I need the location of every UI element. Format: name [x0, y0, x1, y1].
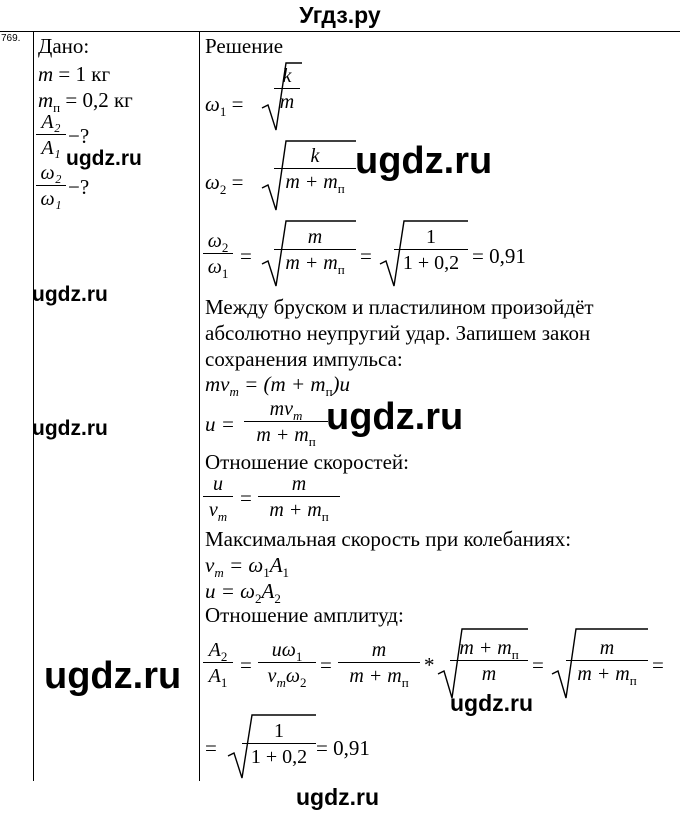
u-fraction: $mv_m$ $m + m_п$: [244, 399, 328, 445]
final-eq-lead: =: [205, 736, 217, 760]
text-collision-2: абсолютно неупругий удар. Запишем закон: [205, 321, 591, 345]
omega-ratio-eq2: =: [360, 244, 372, 268]
omega1-lhs: $\omega_1$ =: [205, 92, 244, 119]
velocity-ratio-eq: =: [240, 486, 252, 510]
amp-m-over-m-plus-mp: m $m + m_п$: [338, 640, 420, 686]
A2-over-A1: $\frac{A_2}{A_1}$: [203, 640, 233, 686]
watermark: ugdz.ru: [66, 147, 142, 170]
velocity-ratio-rhs: m $m + m_п$: [258, 474, 340, 520]
watermark: ugdz.ru: [450, 690, 534, 716]
u-lhs: u =: [205, 412, 235, 436]
given-ask-omega-fraction: $\frac{\text{ω₂}}{\text{ω₁}}$: [36, 163, 66, 209]
watermark: ugdz.ru: [32, 283, 108, 306]
m-over-m-plus-mp-2: m $m + m_п$: [566, 638, 648, 684]
omega-ratio-eq1: =: [240, 244, 252, 268]
omega-ratio-fraction: $\frac{\omega_2}{\omega_1}$: [203, 231, 233, 277]
table-column-divider: [199, 31, 200, 781]
vm-equation: $v_m = \omega_1A_1$: [205, 553, 290, 580]
one-over-one-point-two: $\frac{1}{1 + 0,2}$: [394, 227, 468, 273]
amp-eq4: =: [652, 653, 664, 677]
m-over-m-plus-mp: m $m + m_п$: [274, 227, 356, 273]
watermark: ugdz.ru: [355, 140, 493, 182]
text-max-velocity: Максимальная скорость при колебаниях:: [205, 527, 572, 551]
watermark: ugdz.ru: [296, 784, 380, 810]
final-result: = 0,91: [316, 736, 370, 760]
watermark: ugdz.ru: [32, 417, 108, 440]
text-collision-1: Между бруском и пластилином произойдёт: [205, 295, 594, 319]
given-ask-amplitude-question: −?: [68, 124, 90, 148]
solution-header: Решение: [205, 34, 284, 58]
k-over-m: $\frac{k}{m}$: [274, 66, 300, 112]
given-mass-plasticine: $m_п = 0,2$ кг: [38, 88, 133, 115]
given-header: Дано:: [38, 34, 90, 58]
text-velocity-ratio: Отношение скоростей:: [205, 450, 409, 474]
amp-eq2: =: [320, 653, 332, 677]
site-title: Угдз.ру: [299, 2, 381, 28]
final-one-over-one-point-two: $\frac{1}{1 + 0,2}$: [242, 721, 316, 767]
amp-eq3: =: [532, 653, 544, 677]
header-divider: [0, 31, 680, 32]
m-plus-mp-over-m: $m + m_п$ m: [450, 638, 528, 684]
table-left-border: [33, 31, 34, 781]
omega2-lhs: $\omega_2$ =: [205, 170, 244, 197]
watermark: ugdz.ru: [44, 655, 182, 697]
amp-star: *: [424, 653, 435, 677]
omega-ratio-result: = 0,91: [472, 244, 526, 268]
text-amplitude-ratio: Отношение амплитуд:: [205, 603, 404, 627]
u-omega1-over-vm-omega2: $u\omega_1$ $v_m\omega_2$: [258, 640, 316, 686]
momentum-equation: $mv_m = (m + m_п)u$: [205, 372, 351, 399]
u-over-vm: $\frac{u}{v_m}$: [203, 474, 233, 520]
given-mass: m = 1 кг: [38, 62, 111, 86]
k-over-m-plus-mp: k $m + m_п$: [274, 146, 356, 192]
problem-number: 769.: [1, 33, 21, 44]
given-ask-amplitude-fraction: $\frac{\text{A₂}}{\text{A₁}}$: [36, 112, 66, 158]
amp-eq1: =: [240, 653, 252, 677]
u-equation: $u = \omega_2A_2$: [205, 579, 281, 606]
text-collision-3: сохранения импульса:: [205, 347, 403, 371]
watermark: ugdz.ru: [326, 396, 464, 438]
given-ask-omega-question: −?: [68, 175, 90, 199]
